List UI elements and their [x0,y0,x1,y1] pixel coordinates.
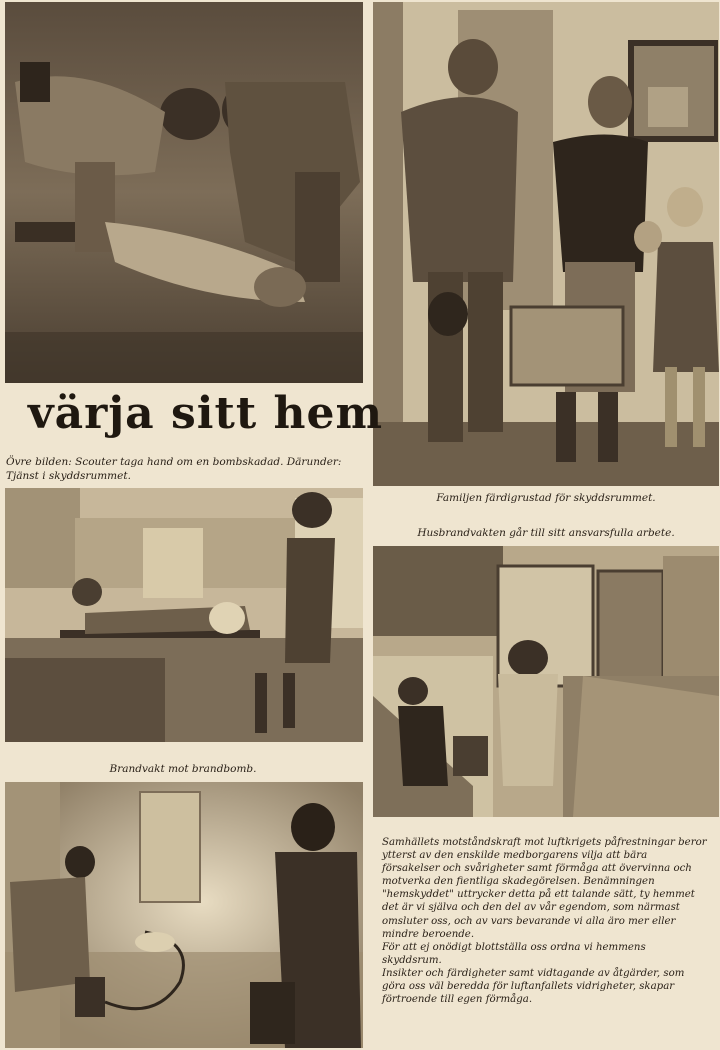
photo-family [373,2,719,486]
caption-middle-right: Husbrandvakten går till sitt ansvarsfulla arbete. [417,527,675,539]
photo-scouts-wounded [5,2,363,383]
photo-fire-warden [373,546,719,817]
photo-fire-bomb [5,782,363,1048]
caption-top-right: Familjen färdigrustad för skyddsrummet. [436,492,656,504]
article-paragraph: Samhällets motståndskraft mot luftkrigets påfrestningar beror ytterst av den enskilde medborgarens vilja att bära försakelser och svårigheter samt förmåga att övervinna och motverka den fientliga skadegörelsen. Benämningen "hemskyddet" uttrycker detta på ett talande sätt, ty hemmet det är vi själva och den del av vår egendom, som närmast omsluter oss, och av vars bevarande vi alla äro mer eller mindre beroende. [382,837,707,940]
photo-stretcher [5,488,363,742]
caption-middle-left: Brandvakt mot brandbomb. [109,763,257,775]
headline: värja sitt hem [28,388,383,439]
photo-scouts-wounded-image [5,2,363,383]
article-body [382,836,708,1006]
caption-top-left: Övre bilden: Scouter taga hand om en bombskadad. Därunder: Tjänst i skyddsrummet. [6,456,342,482]
photo-fire-bomb-image [5,782,363,1048]
article-paragraph: Insikter och färdigheter samt vidtagande av åtgärder, som göra oss väl beredda för luftanfallets vidrigheter, skapar förtroende till egen förmåga. [382,967,685,1006]
photo-stretcher-image [5,488,363,742]
article-paragraph: För att ej onödigt blottställa oss ordna vi hemmens skyddsrum. [382,941,646,966]
photo-family-image [373,2,719,486]
photo-fire-warden-image [373,546,719,817]
